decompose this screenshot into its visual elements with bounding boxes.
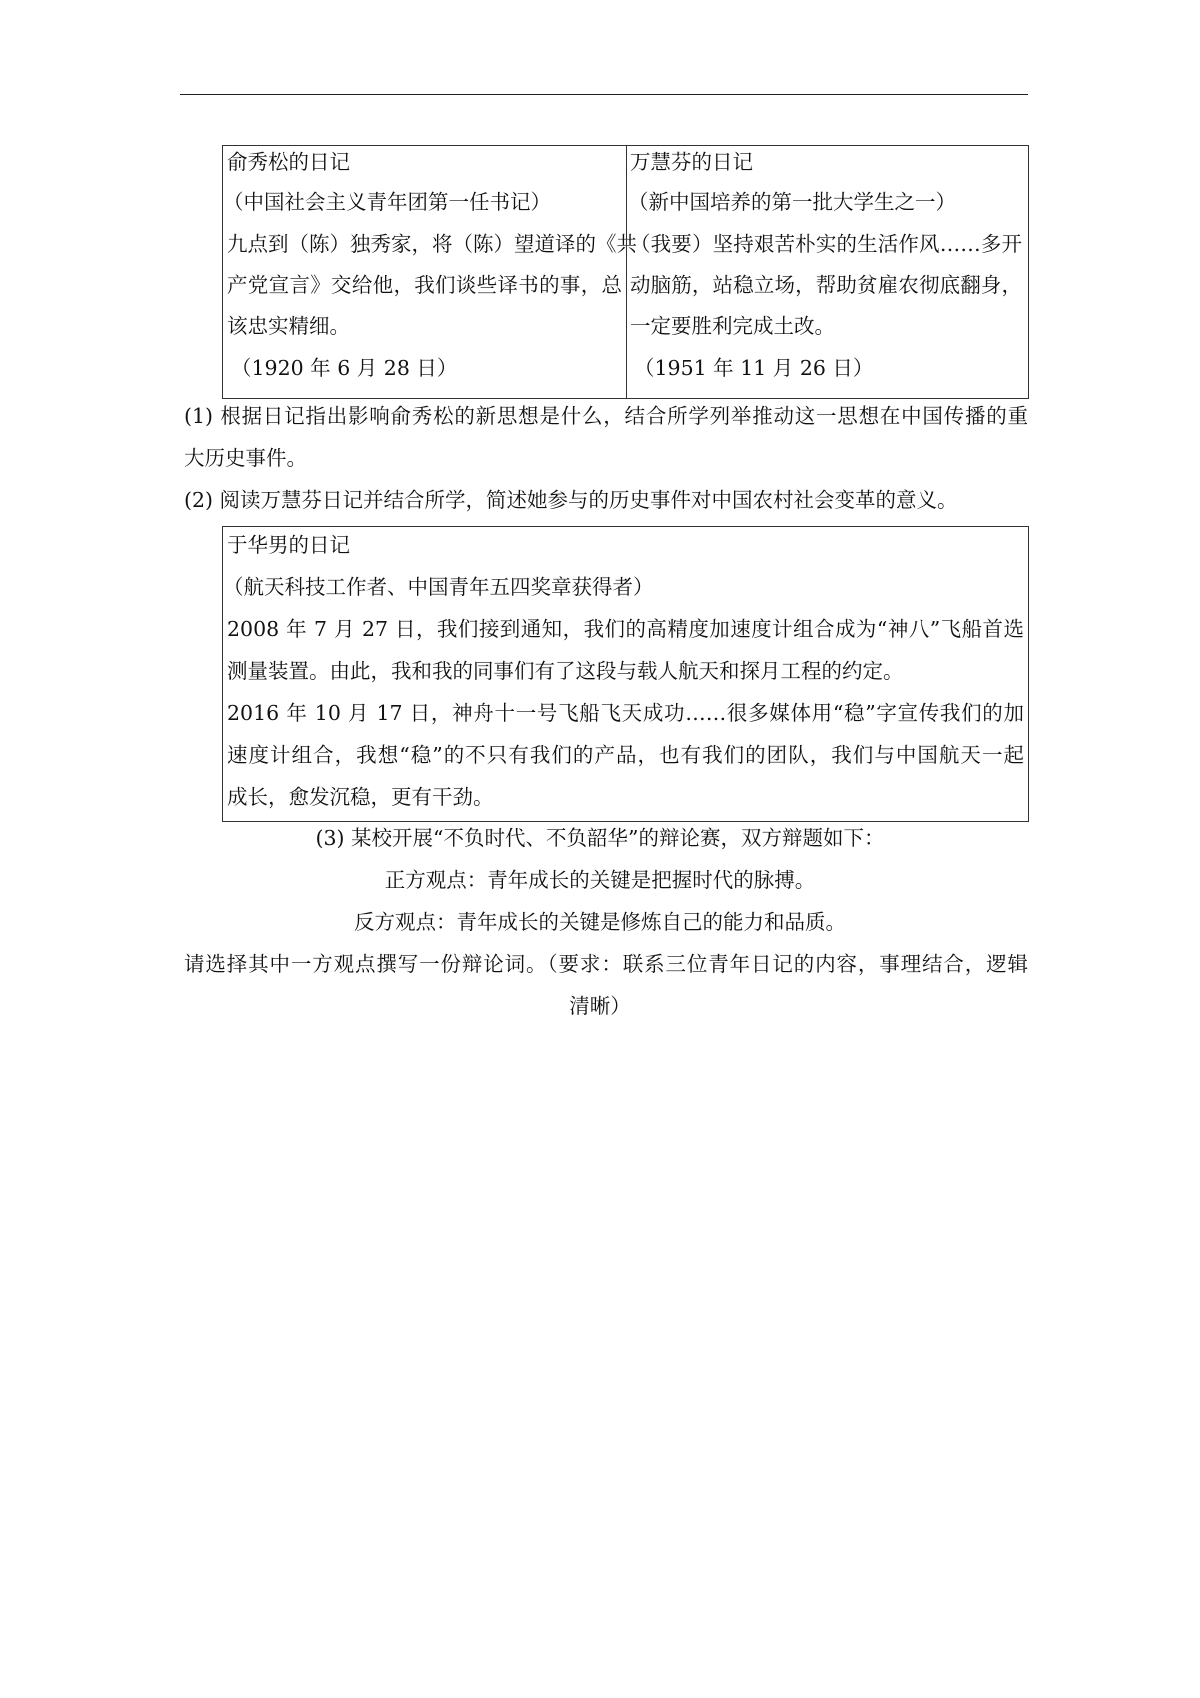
question-1-line: 大历史事件。	[184, 446, 307, 470]
diary-body-line: 2016 年 10 月 17 日，神舟十一号飞船飞天成功……很多媒体用“稳”字宣传我们的加	[227, 701, 1024, 725]
diary-body-line: 九点到（陈）独秀家，将（陈）望道译的《共	[227, 232, 637, 256]
diary-title: 万慧芬的日记	[630, 150, 753, 174]
diary-body-line: 一定要胜利完成土改。	[630, 314, 835, 338]
diary-table	[222, 145, 1029, 399]
diary-author-role: （新中国培养的第一批大学生之一）	[628, 190, 956, 214]
diary-cell-yu-xiusong	[223, 146, 637, 398]
diary-body-line: 动脑筋，站稳立场，帮助贫雇农彻底翻身，	[630, 273, 1022, 297]
diary-body-line: 测量装置。由此，我和我的同事们有了这段与载人航天和探月工程的约定。	[227, 659, 904, 683]
diary-body-line: 产党宣言》交给他，我们谈些译书的事，总	[227, 273, 622, 297]
diary-author-role: （中国社会主义青年团第一任书记）	[223, 190, 551, 214]
diary-body-line: （我要）坚持艰苦朴实的生活作风……多开	[630, 232, 1022, 256]
diary-date: （1951 年 11 月 26 日）	[634, 356, 874, 380]
diary-title: 于华男的日记	[227, 533, 350, 557]
diary-body-line: 2008 年 7 月 27 日，我们接到通知，我们的高精度加速度计组合成为“神八”飞船首选	[227, 617, 1024, 641]
table-divider	[626, 146, 627, 398]
diary-body-line: 该忠实精细。	[227, 314, 350, 338]
diary-title: 俞秀松的日记	[227, 150, 350, 174]
affirmative-view: 正方观点：青年成长的关键是把握时代的脉搏。	[384, 868, 816, 892]
diary-cell-wan-huifen	[628, 146, 1028, 398]
question-3-requirement: 请选择其中一方观点撰写一份辩论词。（要求：联系三位青年日记的内容，事理结合，逻辑	[184, 952, 1028, 976]
diary-body-line: 速度计组合，我想“稳”的不只有我们的产品，也有我们的团队，我们与中国航天一起	[227, 743, 1024, 767]
header-rule	[180, 94, 1028, 95]
question-3-intro: (3) 某校开展“不负时代、不负韶华”的辩论赛，双方辩题如下：	[315, 826, 885, 850]
diary-body-line: 成长，愈发沉稳，更有干劲。	[227, 785, 494, 809]
question-3-requirement: 清晰）	[569, 994, 631, 1018]
diary-author-role: （航天科技工作者、中国青年五四奖章获得者）	[223, 575, 654, 599]
diary-box-yu-huanan	[222, 526, 1029, 822]
question-2: (2) 阅读万慧芬日记并结合所学，简述她参与的历史事件对中国农村社会变革的意义。	[184, 488, 958, 512]
question-1-line: (1) 根据日记指出影响俞秀松的新思想是什么，结合所学列举推动这一思想在中国传播的重	[184, 404, 1028, 428]
negative-view: 反方观点：青年成长的关键是修炼自己的能力和品质。	[354, 910, 846, 934]
diary-date: （1920 年 6 月 28 日）	[231, 356, 458, 380]
